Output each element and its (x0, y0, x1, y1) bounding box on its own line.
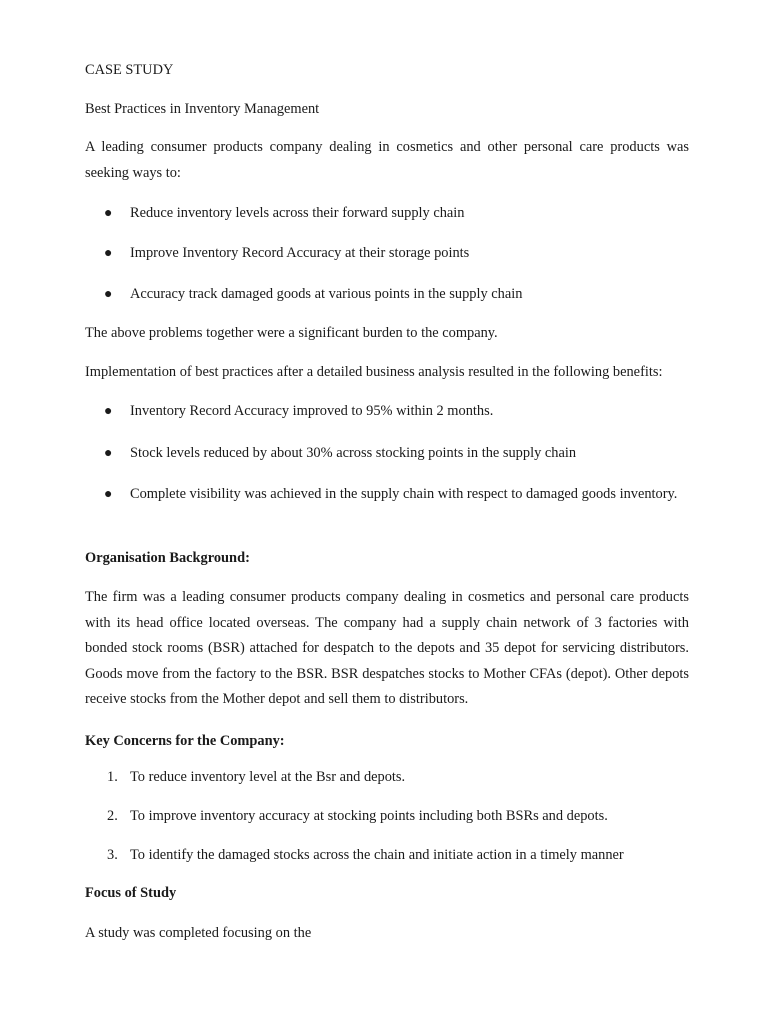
key-concerns-heading: Key Concerns for the Company: (85, 733, 285, 749)
list-item: Accuracy track damaged goods at various points in the supply chain (130, 286, 523, 302)
list-number: 2. (107, 808, 118, 824)
focus-paragraph: A study was completed focusing on the (85, 925, 312, 941)
list-item: Improve Inventory Record Accuracy at their storage points (130, 245, 470, 261)
list-item: Inventory Record Accuracy improved to 95% within 2 months. (130, 403, 494, 419)
list-item: To reduce inventory level at the Bsr and depots. (130, 769, 406, 785)
list-number: 3. (107, 847, 118, 863)
org-background-paragraph: The firm was a leading consumer products company dealing in cosmetics and personal care products with its head office located overseas. The company had a supply chain network of 3 factories with bonded stock rooms (BSR) attached for despatch to the depots and 35 depot for servicing distributors. Goods move from the factory to the BSR. BSR despatches stocks to Mother CFAs (depot). Other depots receive stocks from the Mother depot and sell them to distributors. (85, 589, 689, 707)
bullet-icon: ● (104, 487, 113, 502)
org-background-heading: Organisation Background: (85, 550, 250, 566)
bullet-icon: ● (104, 246, 113, 261)
intro-paragraph: A leading consumer products company dealing in cosmetics and other personal care products was seeking ways to: (85, 139, 689, 181)
focus-heading: Focus of Study (85, 885, 177, 901)
list-item: To identify the damaged stocks across the chain and initiate action in a timely manner (130, 847, 624, 863)
document-heading: CASE STUDY (85, 62, 174, 78)
list-item: Reduce inventory levels across their forward supply chain (130, 205, 465, 221)
document-subtitle: Best Practices in Inventory Management (85, 101, 320, 117)
list-item: Complete visibility was achieved in the supply chain with respect to damaged goods inventory. (130, 486, 678, 502)
problem-statement: The above problems together were a significant burden to the company. (85, 325, 498, 341)
bullet-icon: ● (104, 404, 113, 419)
implementation-statement: Implementation of best practices after a detailed business analysis resulted in the following benefits: (85, 364, 663, 380)
list-number: 1. (107, 769, 118, 785)
list-item: Stock levels reduced by about 30% across stocking points in the supply chain (130, 445, 577, 461)
bullet-icon: ● (104, 446, 113, 461)
list-item: To improve inventory accuracy at stocking points including both BSRs and depots. (130, 808, 608, 824)
bullet-icon: ● (104, 287, 113, 302)
bullet-icon: ● (104, 206, 113, 221)
